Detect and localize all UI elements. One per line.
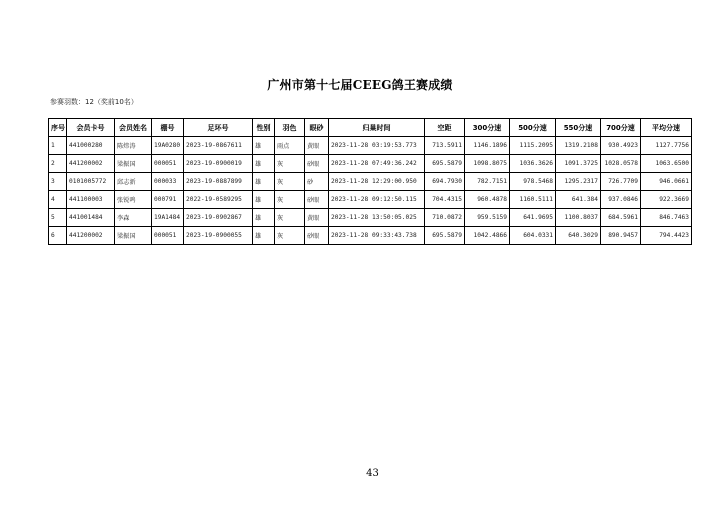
- page-number: 43: [366, 468, 379, 479]
- table-cell: 794.4423: [641, 227, 692, 245]
- table-cell: 922.3669: [641, 191, 692, 209]
- table-cell: 704.4315: [425, 191, 465, 209]
- table-cell: 604.0331: [510, 227, 556, 245]
- table-cell: 2023-11-28 09:12:50.115: [329, 191, 425, 209]
- table-cell: 726.7709: [601, 173, 641, 191]
- results-table: [48, 118, 692, 245]
- header-cell: 序号: [49, 119, 67, 137]
- table-cell: 000051: [152, 155, 184, 173]
- table-cell: 砂眼: [305, 191, 329, 209]
- table-cell: 000791: [152, 191, 184, 209]
- header-cell: 足环号: [184, 119, 253, 137]
- table-cell: 灰: [275, 155, 305, 173]
- table-cell: 0101005772: [67, 173, 115, 191]
- table-cell: 960.4878: [465, 191, 510, 209]
- table-cell: 000051: [152, 227, 184, 245]
- table-cell: 2: [49, 155, 67, 173]
- table-header-row: [49, 119, 692, 137]
- header-cell: 会员卡号: [67, 119, 115, 137]
- table-cell: 1146.1896: [465, 137, 510, 155]
- table-cell: 684.5961: [601, 209, 641, 227]
- header-cell: 300分速: [465, 119, 510, 137]
- table-cell: 4: [49, 191, 67, 209]
- header-cell: 会员姓名: [115, 119, 152, 137]
- table-cell: 张锐鸣: [115, 191, 152, 209]
- table-cell: 441200002: [67, 155, 115, 173]
- table-cell: 2023-19-0867611: [184, 137, 253, 155]
- table-cell: 灰: [275, 227, 305, 245]
- table-cell: 1100.8037: [556, 209, 601, 227]
- header-cell: 棚号: [152, 119, 184, 137]
- table-cell: 1115.2095: [510, 137, 556, 155]
- table-cell: 5: [49, 209, 67, 227]
- table-cell: 砂眼: [305, 227, 329, 245]
- table-cell: 930.4923: [601, 137, 641, 155]
- table-cell: 1028.0578: [601, 155, 641, 173]
- table-cell: 砂眼: [305, 155, 329, 173]
- table-cell: 19A0280: [152, 137, 184, 155]
- header-cell: 700分速: [601, 119, 641, 137]
- table-cell: 1127.7756: [641, 137, 692, 155]
- table-cell: 1: [49, 137, 67, 155]
- table-cell: 黄眼: [305, 137, 329, 155]
- table-cell: 2023-11-28 07:49:36.242: [329, 155, 425, 173]
- table-cell: 灰: [275, 191, 305, 209]
- header-cell: 平均分速: [641, 119, 692, 137]
- table-cell: 灰: [275, 173, 305, 191]
- table-cell: 713.5911: [425, 137, 465, 155]
- header-cell: 500分速: [510, 119, 556, 137]
- table-cell: 846.7463: [641, 209, 692, 227]
- table-cell: 雄: [253, 209, 275, 227]
- table-cell: 1036.3626: [510, 155, 556, 173]
- table-cell: 2023-11-28 09:33:43.738: [329, 227, 425, 245]
- table-cell: 441001484: [67, 209, 115, 227]
- table-cell: 梁振国: [115, 227, 152, 245]
- table-cell: 890.9457: [601, 227, 641, 245]
- table-cell: 937.0846: [601, 191, 641, 209]
- table-cell: 雨点: [275, 137, 305, 155]
- table-cell: 雄: [253, 155, 275, 173]
- header-cell: 性别: [253, 119, 275, 137]
- header-cell: 羽色: [275, 119, 305, 137]
- table-cell: 2023-11-28 13:50:05.025: [329, 209, 425, 227]
- table-cell: 2023-19-0900055: [184, 227, 253, 245]
- table-cell: 黄眼: [305, 209, 329, 227]
- table-cell: 441100003: [67, 191, 115, 209]
- table-cell: 雄: [253, 227, 275, 245]
- table-cell: 砂: [305, 173, 329, 191]
- table-cell: 李森: [115, 209, 152, 227]
- table-cell: 3: [49, 173, 67, 191]
- table-row: [49, 209, 692, 227]
- table-cell: 灰: [275, 209, 305, 227]
- header-cell: 空距: [425, 119, 465, 137]
- table-cell: 雄: [253, 173, 275, 191]
- table-cell: 694.7930: [425, 173, 465, 191]
- table-row: [49, 173, 692, 191]
- header-cell: 归巢时间: [329, 119, 425, 137]
- header-cell: 550分速: [556, 119, 601, 137]
- table-cell: 雄: [253, 191, 275, 209]
- table-cell: 1098.8075: [465, 155, 510, 173]
- table-cell: 2023-19-0900019: [184, 155, 253, 173]
- table-cell: 陈炜涛: [115, 137, 152, 155]
- table-cell: 978.5468: [510, 173, 556, 191]
- table-cell: 1091.3725: [556, 155, 601, 173]
- table-cell: 2023-11-28 12:29:00.950: [329, 173, 425, 191]
- table-cell: 梁振国: [115, 155, 152, 173]
- table-cell: 邱志新: [115, 173, 152, 191]
- table-row: [49, 191, 692, 209]
- table-cell: 695.5879: [425, 227, 465, 245]
- table-cell: 641.9695: [510, 209, 556, 227]
- table-cell: 2023-11-28 03:19:53.773: [329, 137, 425, 155]
- entry-count: 参赛羽数：12（奖前10名）: [50, 98, 138, 106]
- table-row: [49, 155, 692, 173]
- table-cell: 641.384: [556, 191, 601, 209]
- table-row: [49, 227, 692, 245]
- table-cell: 959.5159: [465, 209, 510, 227]
- table-cell: 441200002: [67, 227, 115, 245]
- table-cell: 雄: [253, 137, 275, 155]
- table-cell: 000033: [152, 173, 184, 191]
- table-cell: 695.5879: [425, 155, 465, 173]
- table-cell: 1319.2108: [556, 137, 601, 155]
- table-cell: 2023-19-0887899: [184, 173, 253, 191]
- table-cell: 2022-19-0589295: [184, 191, 253, 209]
- table-row: [49, 137, 692, 155]
- table-cell: 1042.4866: [465, 227, 510, 245]
- table-cell: 1160.5111: [510, 191, 556, 209]
- table-cell: 2023-19-0902867: [184, 209, 253, 227]
- table-cell: 6: [49, 227, 67, 245]
- header-cell: 眼砂: [305, 119, 329, 137]
- table-cell: 782.7151: [465, 173, 510, 191]
- table-cell: 1295.2317: [556, 173, 601, 191]
- document-title: 广州市第十七届CEEG鸽王赛成绩: [267, 78, 453, 92]
- table-cell: 19A1484: [152, 209, 184, 227]
- table-cell: 946.0661: [641, 173, 692, 191]
- table-cell: 640.3029: [556, 227, 601, 245]
- table-cell: 441000280: [67, 137, 115, 155]
- table-cell: 710.0872: [425, 209, 465, 227]
- table-cell: 1063.6500: [641, 155, 692, 173]
